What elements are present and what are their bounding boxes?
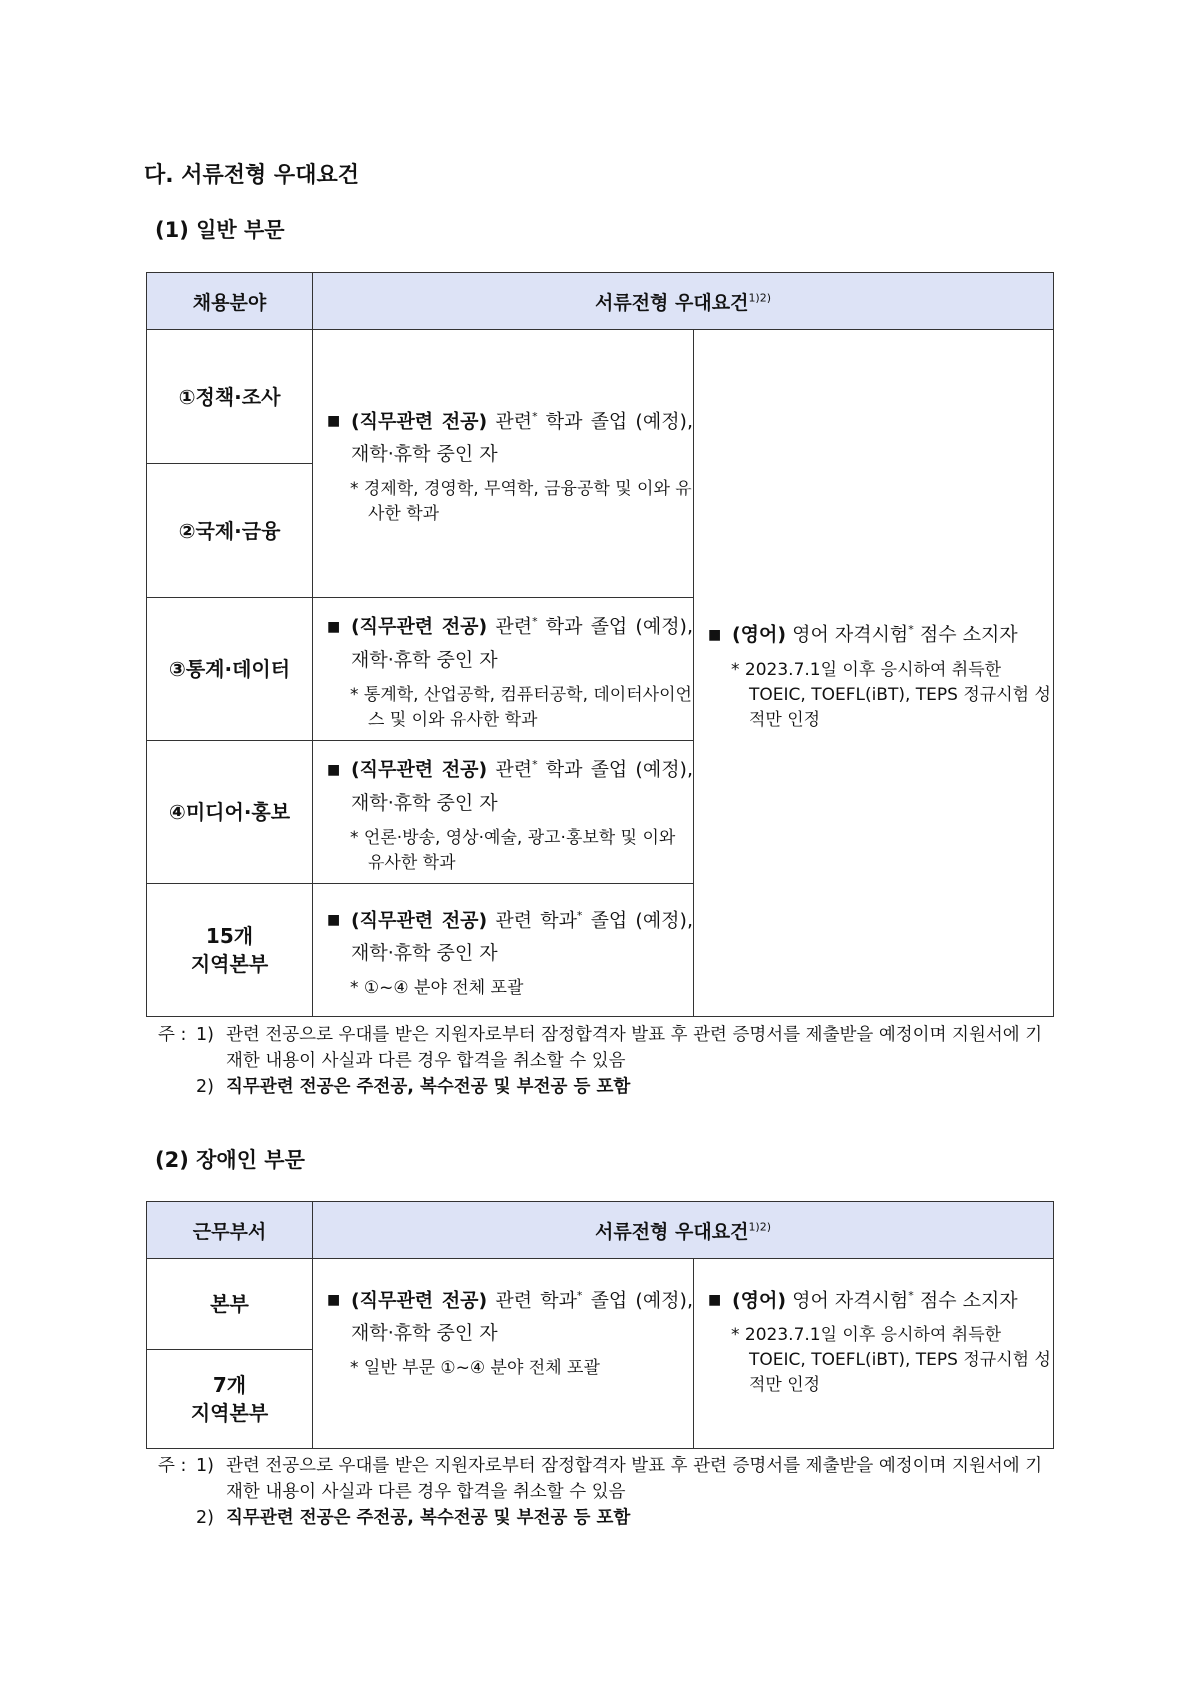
col-header-requirements: 서류전형 우대요건$^{1)2)}$ (313, 1202, 1054, 1259)
col-header-department: 근무부서 (147, 1202, 313, 1259)
col-header-field: 채용분야 (147, 273, 313, 330)
dept-regional: 7개 지역본부 (147, 1350, 313, 1449)
english-note: * 2023.7.1일 이후 응시하여 취득한 TOEIC, TOEFL(iBT), TEPS 정규시험 성적만 인정 (731, 659, 1051, 730)
english-cell: ■ (영어) 영어 자격시험* 점수 소지자 * 2023.7.1일 이후 응시하여 취득한 TOEIC, TOEFL(iBT), TEPS 정규시험 성적만 인정 (694, 330, 1054, 1017)
field-data: ③통계·데이터 (147, 598, 313, 741)
black-square-icon: ■ (708, 626, 722, 643)
req-cell-b: ■ (직무관련 전공) 관련* 학과 졸업 (예정), 재학·휴학 중인 자 * 통계학, 산업공학, 컴퓨터공학, 데이터사이언스 및 이와 유사한 학과 (313, 598, 694, 741)
section-heading: 다. 서류전형 우대요건 (144, 163, 359, 188)
req-cell-disabled: ■ (직무관련 전공) 관련 학과* 졸업 (예정), 재학·휴학 중인 자 * 일반 부문 ①~④ 분야 전체 포괄 (313, 1259, 694, 1449)
footnote-general: 주 : 1) 관련 전공으로 우대를 받은 지원자로부터 잠정합격자 발표 후 관련 증명서를 제출받을 예정이며 지원서에 기재한 내용이 사실과 다른 경우 합격을 취소할 수 있음 2) 직무관련 전공은 주전공, 복수전공 및 부전공 등 포함 (158, 1025, 1043, 1097)
req-note: * 일반 부문 ①~④ 분야 전체 포괄 (350, 1358, 600, 1379)
disabled-title: (2) 장애인 부문 (155, 1148, 305, 1172)
req-note: * 언론·방송, 영상·예술, 광고·홍보학 및 이와 유사한 학과 (350, 827, 676, 873)
field-policy: ①정책·조사 (147, 330, 313, 464)
field-regional: 15개 지역본부 (147, 884, 313, 1017)
req-cell-a: ■ (직무관련 전공) 관련* 학과 졸업 (예정), 재학·휴학 중인 자 * 경제학, 경영학, 무역학, 금융공학 및 이와 유사한 학과 (313, 330, 694, 598)
req-note: * 경제학, 경영학, 무역학, 금융공학 및 이와 유사한 학과 (350, 479, 692, 525)
req-note: * 통계학, 산업공학, 컴퓨터공학, 데이터사이언스 및 이와 유사한 학과 (350, 684, 692, 730)
english-cell-disabled: ■ (영어) 영어 자격시험* 점수 소지자 * 2023.7.1일 이후 응시하여 취득한 TOEIC, TOEFL(iBT), TEPS 정규시험 성적만 인정 (694, 1259, 1054, 1449)
dept-headquarters: 본부 (147, 1259, 313, 1350)
disabled-table (146, 1201, 1054, 1449)
english-note: * 2023.7.1일 이후 응시하여 취득한 TOEIC, TOEFL(iBT), TEPS 정규시험 성적만 인정 (731, 1325, 1051, 1396)
field-media: ④미디어·홍보 (147, 741, 313, 884)
general-title: (1) 일반 부문 (155, 218, 285, 242)
black-square-icon: ■ (327, 912, 341, 929)
footnote-disabled: 주 : 1) 관련 전공으로 우대를 받은 지원자로부터 잠정합격자 발표 후 관련 증명서를 제출받을 예정이며 지원서에 기재한 내용이 사실과 다른 경우 합격을 취소할 수 있음 2) 직무관련 전공은 주전공, 복수전공 및 부전공 등 포함 (158, 1456, 1043, 1528)
black-square-icon: ■ (327, 1292, 341, 1309)
field-finance: ②국제·금융 (147, 464, 313, 598)
black-square-icon: ■ (327, 618, 341, 635)
black-square-icon: ■ (327, 413, 341, 430)
black-square-icon: ■ (327, 761, 341, 778)
req-cell-c: ■ (직무관련 전공) 관련* 학과 졸업 (예정), 재학·휴학 중인 자 * 언론·방송, 영상·예술, 광고·홍보학 및 이와 유사한 학과 (313, 741, 694, 884)
req-cell-d: ■ (직무관련 전공) 관련 학과* 졸업 (예정), 재학·휴학 중인 자 * ①~④ 분야 전체 포괄 (313, 884, 694, 1017)
black-square-icon: ■ (708, 1292, 722, 1309)
general-table (146, 272, 1054, 1017)
col-header-requirements: 서류전형 우대요건$^{1)2)}$ (313, 273, 1054, 330)
req-note: * ①~④ 분야 전체 포괄 (350, 978, 524, 999)
